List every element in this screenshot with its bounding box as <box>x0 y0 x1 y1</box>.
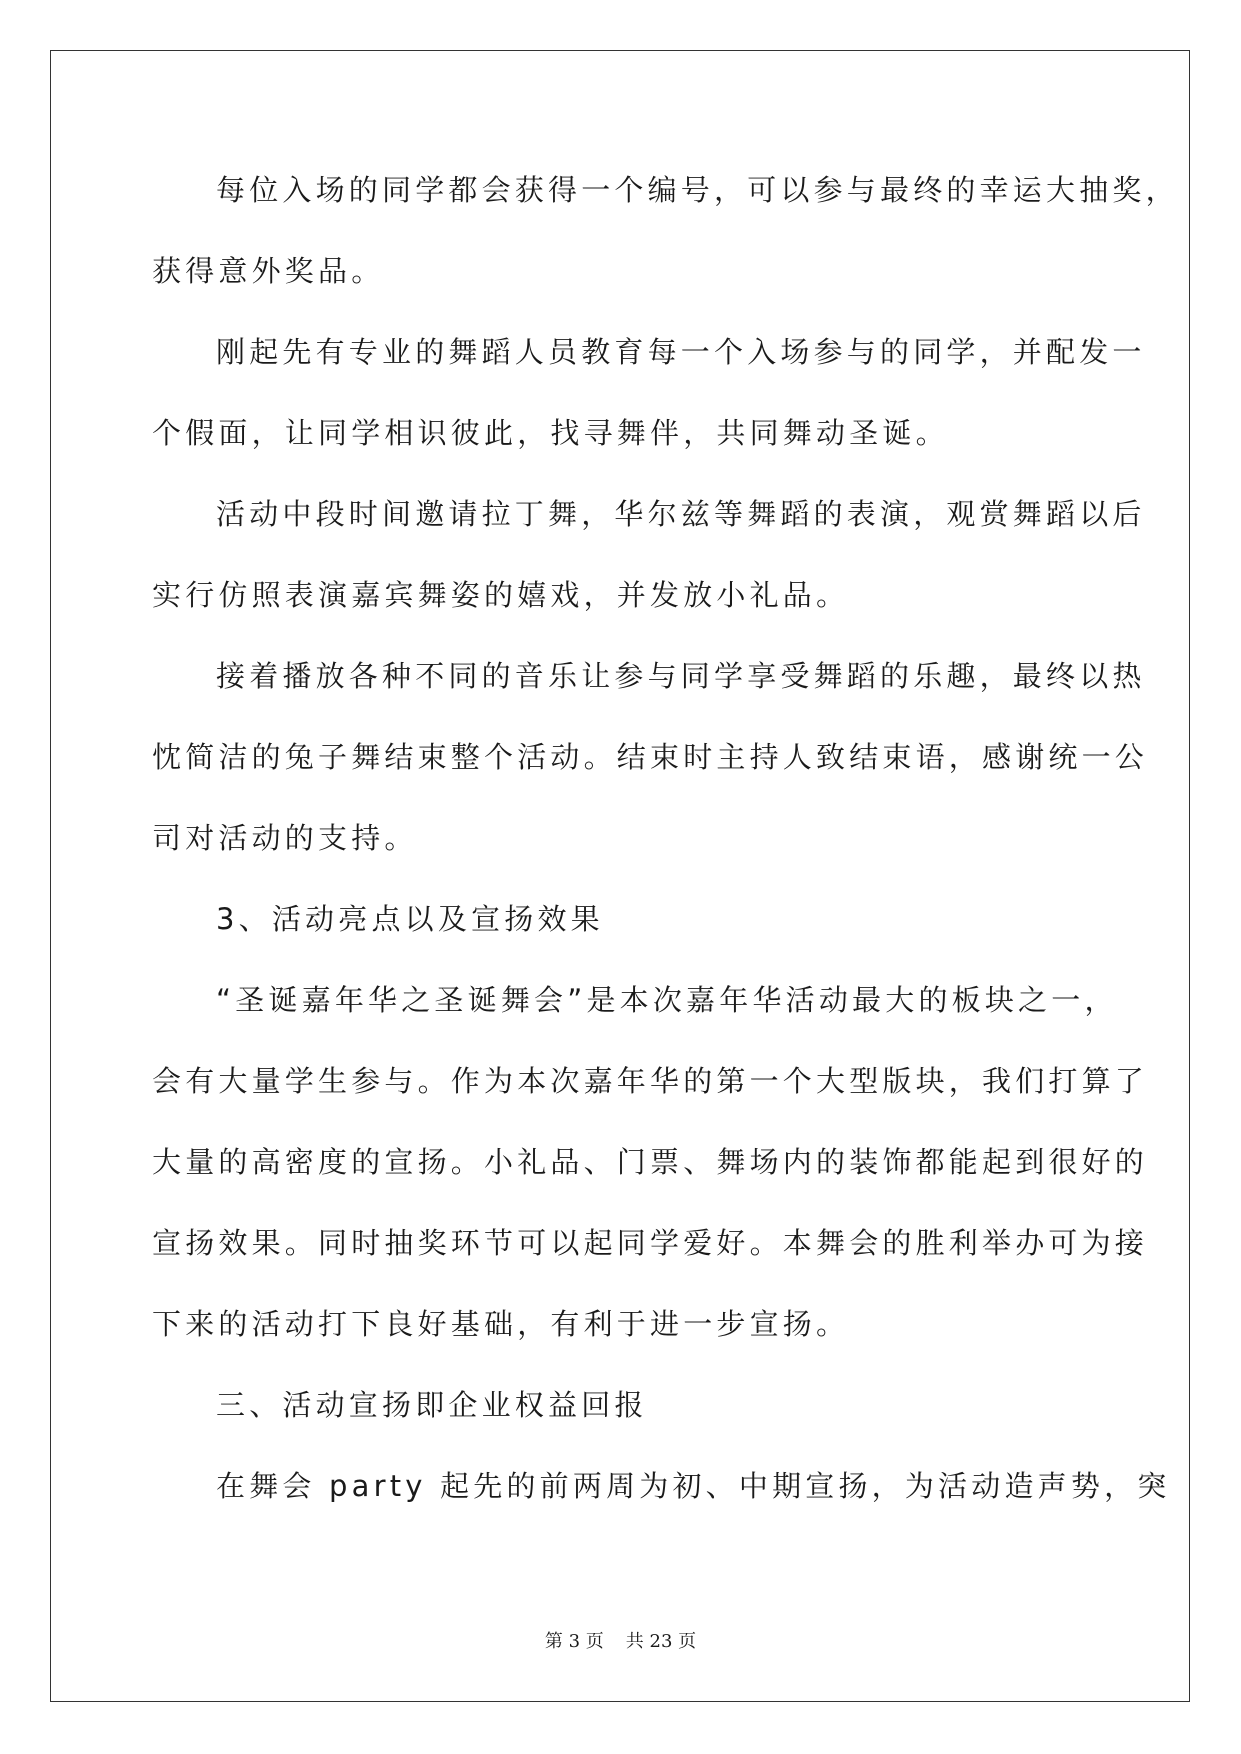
text-line: 每位入场的同学都会获得一个编号，可以参与最终的幸运大抽奖， <box>216 173 1179 207</box>
total-pages: 共 23 页 <box>625 1631 697 1652</box>
section-heading: 3、活动亮点以及宣扬效果 <box>216 902 604 936</box>
section-heading: 三、活动宣扬即企业权益回报 <box>216 1388 648 1422</box>
text-line: 大量的高密度的宣扬。小礼品、门票、舞场内的装饰都能起到很好的 <box>152 1145 1149 1179</box>
text-line: 忱简洁的兔子舞结束整个活动。结束时主持人致结束语，感谢统一公 <box>152 740 1149 774</box>
text-line: 接着播放各种不同的音乐让参与同学享受舞蹈的乐趣，最终以热 <box>216 659 1146 693</box>
text-line: 会有大量学生参与。作为本次嘉年华的第一个大型版块，我们打算了 <box>152 1064 1149 1098</box>
text-line: 司对活动的支持。 <box>152 821 418 855</box>
document-body <box>152 170 1179 1506</box>
text-line: 实行仿照表演嘉宾舞姿的嬉戏，并发放小礼品。 <box>152 578 850 612</box>
text-line: 个假面，让同学相识彼此，找寻舞伴，共同舞动圣诞。 <box>152 416 949 450</box>
current-page-number: 第 3 页 <box>544 1631 604 1652</box>
text-line: 获得意外奖品。 <box>152 254 385 288</box>
page-footer <box>0 1630 1241 1654</box>
text-line: “圣诞嘉年华之圣诞舞会”是本次嘉年华活动最大的板块之一， <box>216 983 1118 1017</box>
text-line: 刚起先有专业的舞蹈人员教育每一个入场参与的同学，并配发一 <box>216 335 1146 369</box>
text-line: 活动中段时间邀请拉丁舞，华尔兹等舞蹈的表演，观赏舞蹈以后 <box>216 497 1146 531</box>
text-line: 在舞会 party 起先的前两周为初、中期宣扬，为活动造声势，突 <box>216 1469 1171 1503</box>
text-line: 宣扬效果。同时抽奖环节可以起同学爱好。本舞会的胜利举办可为接 <box>152 1226 1149 1260</box>
text-line: 下来的活动打下良好基础，有利于进一步宣扬。 <box>152 1307 850 1341</box>
